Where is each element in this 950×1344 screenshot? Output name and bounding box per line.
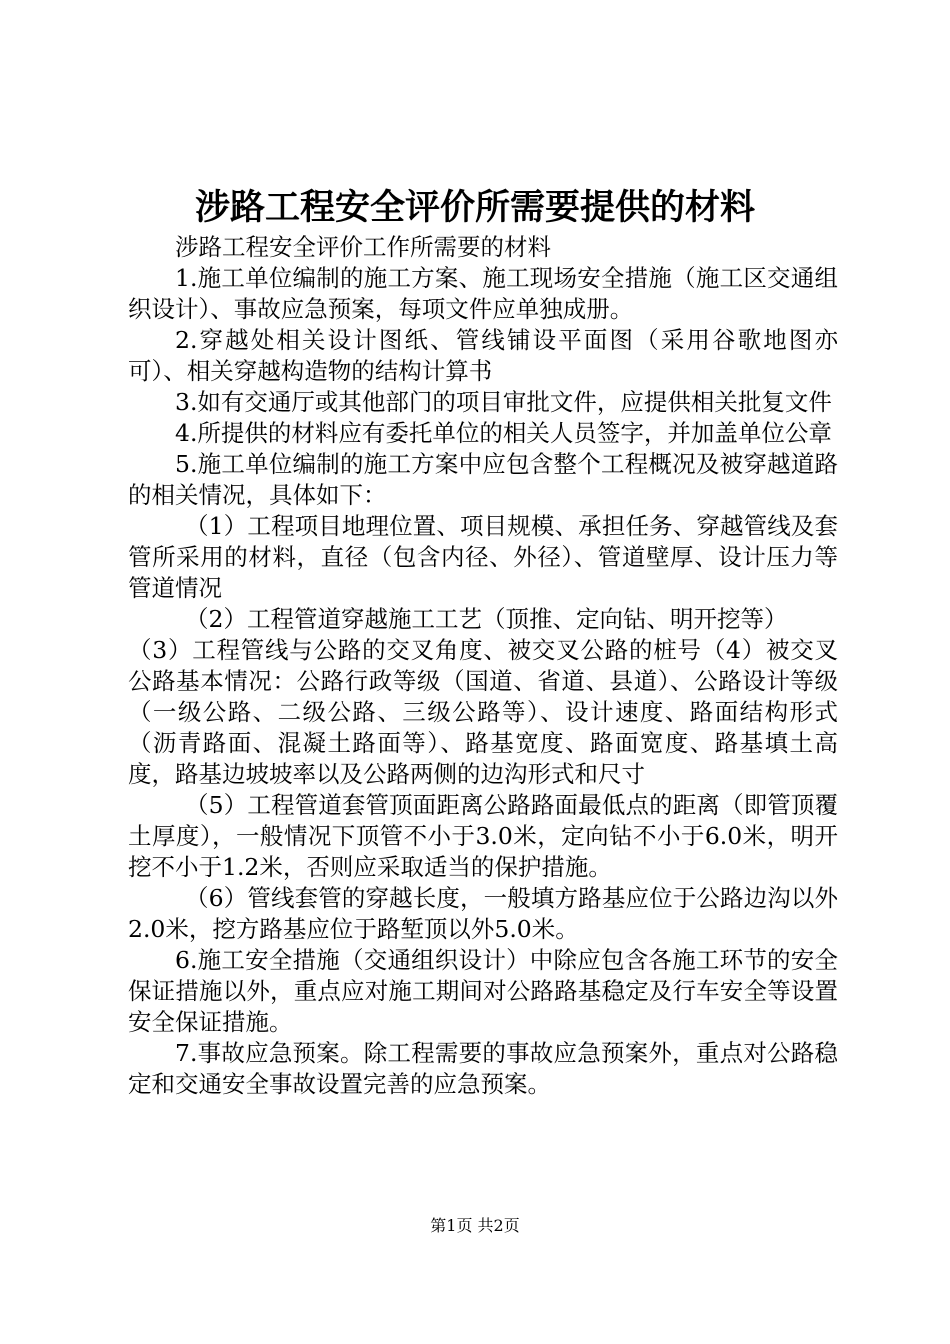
paragraph-item-1: 1.施工单位编制的施工方案、施工现场安全措施（施工区交通组织设计）、事故应急预案，每项文件应单独成册。	[128, 264, 838, 323]
paragraph-item-3: 3.如有交通厅或其他部门的项目审批文件，应提供相关批复文件	[175, 388, 832, 416]
paragraph-item-7: 7.事故应急预案。除工程需要的事故应急预案外，重点对公路稳定和交通安全事故设置完善的应急预案。	[128, 1039, 838, 1098]
paragraph-intro: 涉路工程安全评价工作所需要的材料	[175, 233, 551, 261]
paragraph-item-5: 5.施工单位编制的施工方案中应包含整个工程概况及被穿越道路的相关情况，具体如下：	[128, 450, 838, 509]
paragraph-subitem-3-4: （3）工程管线与公路的交叉角度、被交叉公路的桩号（4）被交叉公路基本情况：公路行政等级（国道、省道、县道）、公路设计等级（一级公路、二级公路、三级公路等）、设计速度、路面结构形式（沥青路面、混凝土路面等）、路基宽度、路面宽度、路基填土高度，路基边坡坡率以及公路两侧的边沟形式和尺寸	[128, 636, 838, 788]
paragraph-item-6: 6.施工安全措施（交通组织设计）中除应包含各施工环节的安全保证措施以外，重点应对施工期间对公路路基稳定及行车安全等设置安全保证措施。	[128, 946, 838, 1036]
paragraph-subitem-2: （2）工程管道穿越施工工艺（顶推、定向钻、明开挖等）	[185, 605, 788, 633]
paragraph-subitem-6: （6）管线套管的穿越长度，一般填方路基应位于公路边沟以外2.0米，挖方路基应位于路堑顶以外5.0米。	[128, 884, 838, 943]
paragraph-item-4: 4.所提供的材料应有委托单位的相关人员签字，并加盖单位公章	[175, 419, 832, 447]
page-footer: 第1页 共2页	[430, 1216, 520, 1235]
document-body	[128, 232, 838, 1100]
paragraph-subitem-5: （5）工程管道套管顶面距离公路路面最低点的距离（即管顶覆土厚度），一般情况下顶管不小于3.0米，定向钻不小于6.0米，明开挖不小于1.2米，否则应采取适当的保护措施。	[128, 791, 838, 881]
paragraph-subitem-1: （1）工程项目地理位置、项目规模、承担任务、穿越管线及套管所采用的材料，直径（包含内径、外径）、管道壁厚、设计压力等管道情况	[128, 512, 838, 602]
document-title: 涉路工程安全评价所需要提供的材料	[194, 187, 755, 228]
paragraph-item-2: 2.穿越处相关设计图纸、管线铺设平面图（采用谷歌地图亦可）、相关穿越构造物的结构计算书	[128, 326, 838, 385]
